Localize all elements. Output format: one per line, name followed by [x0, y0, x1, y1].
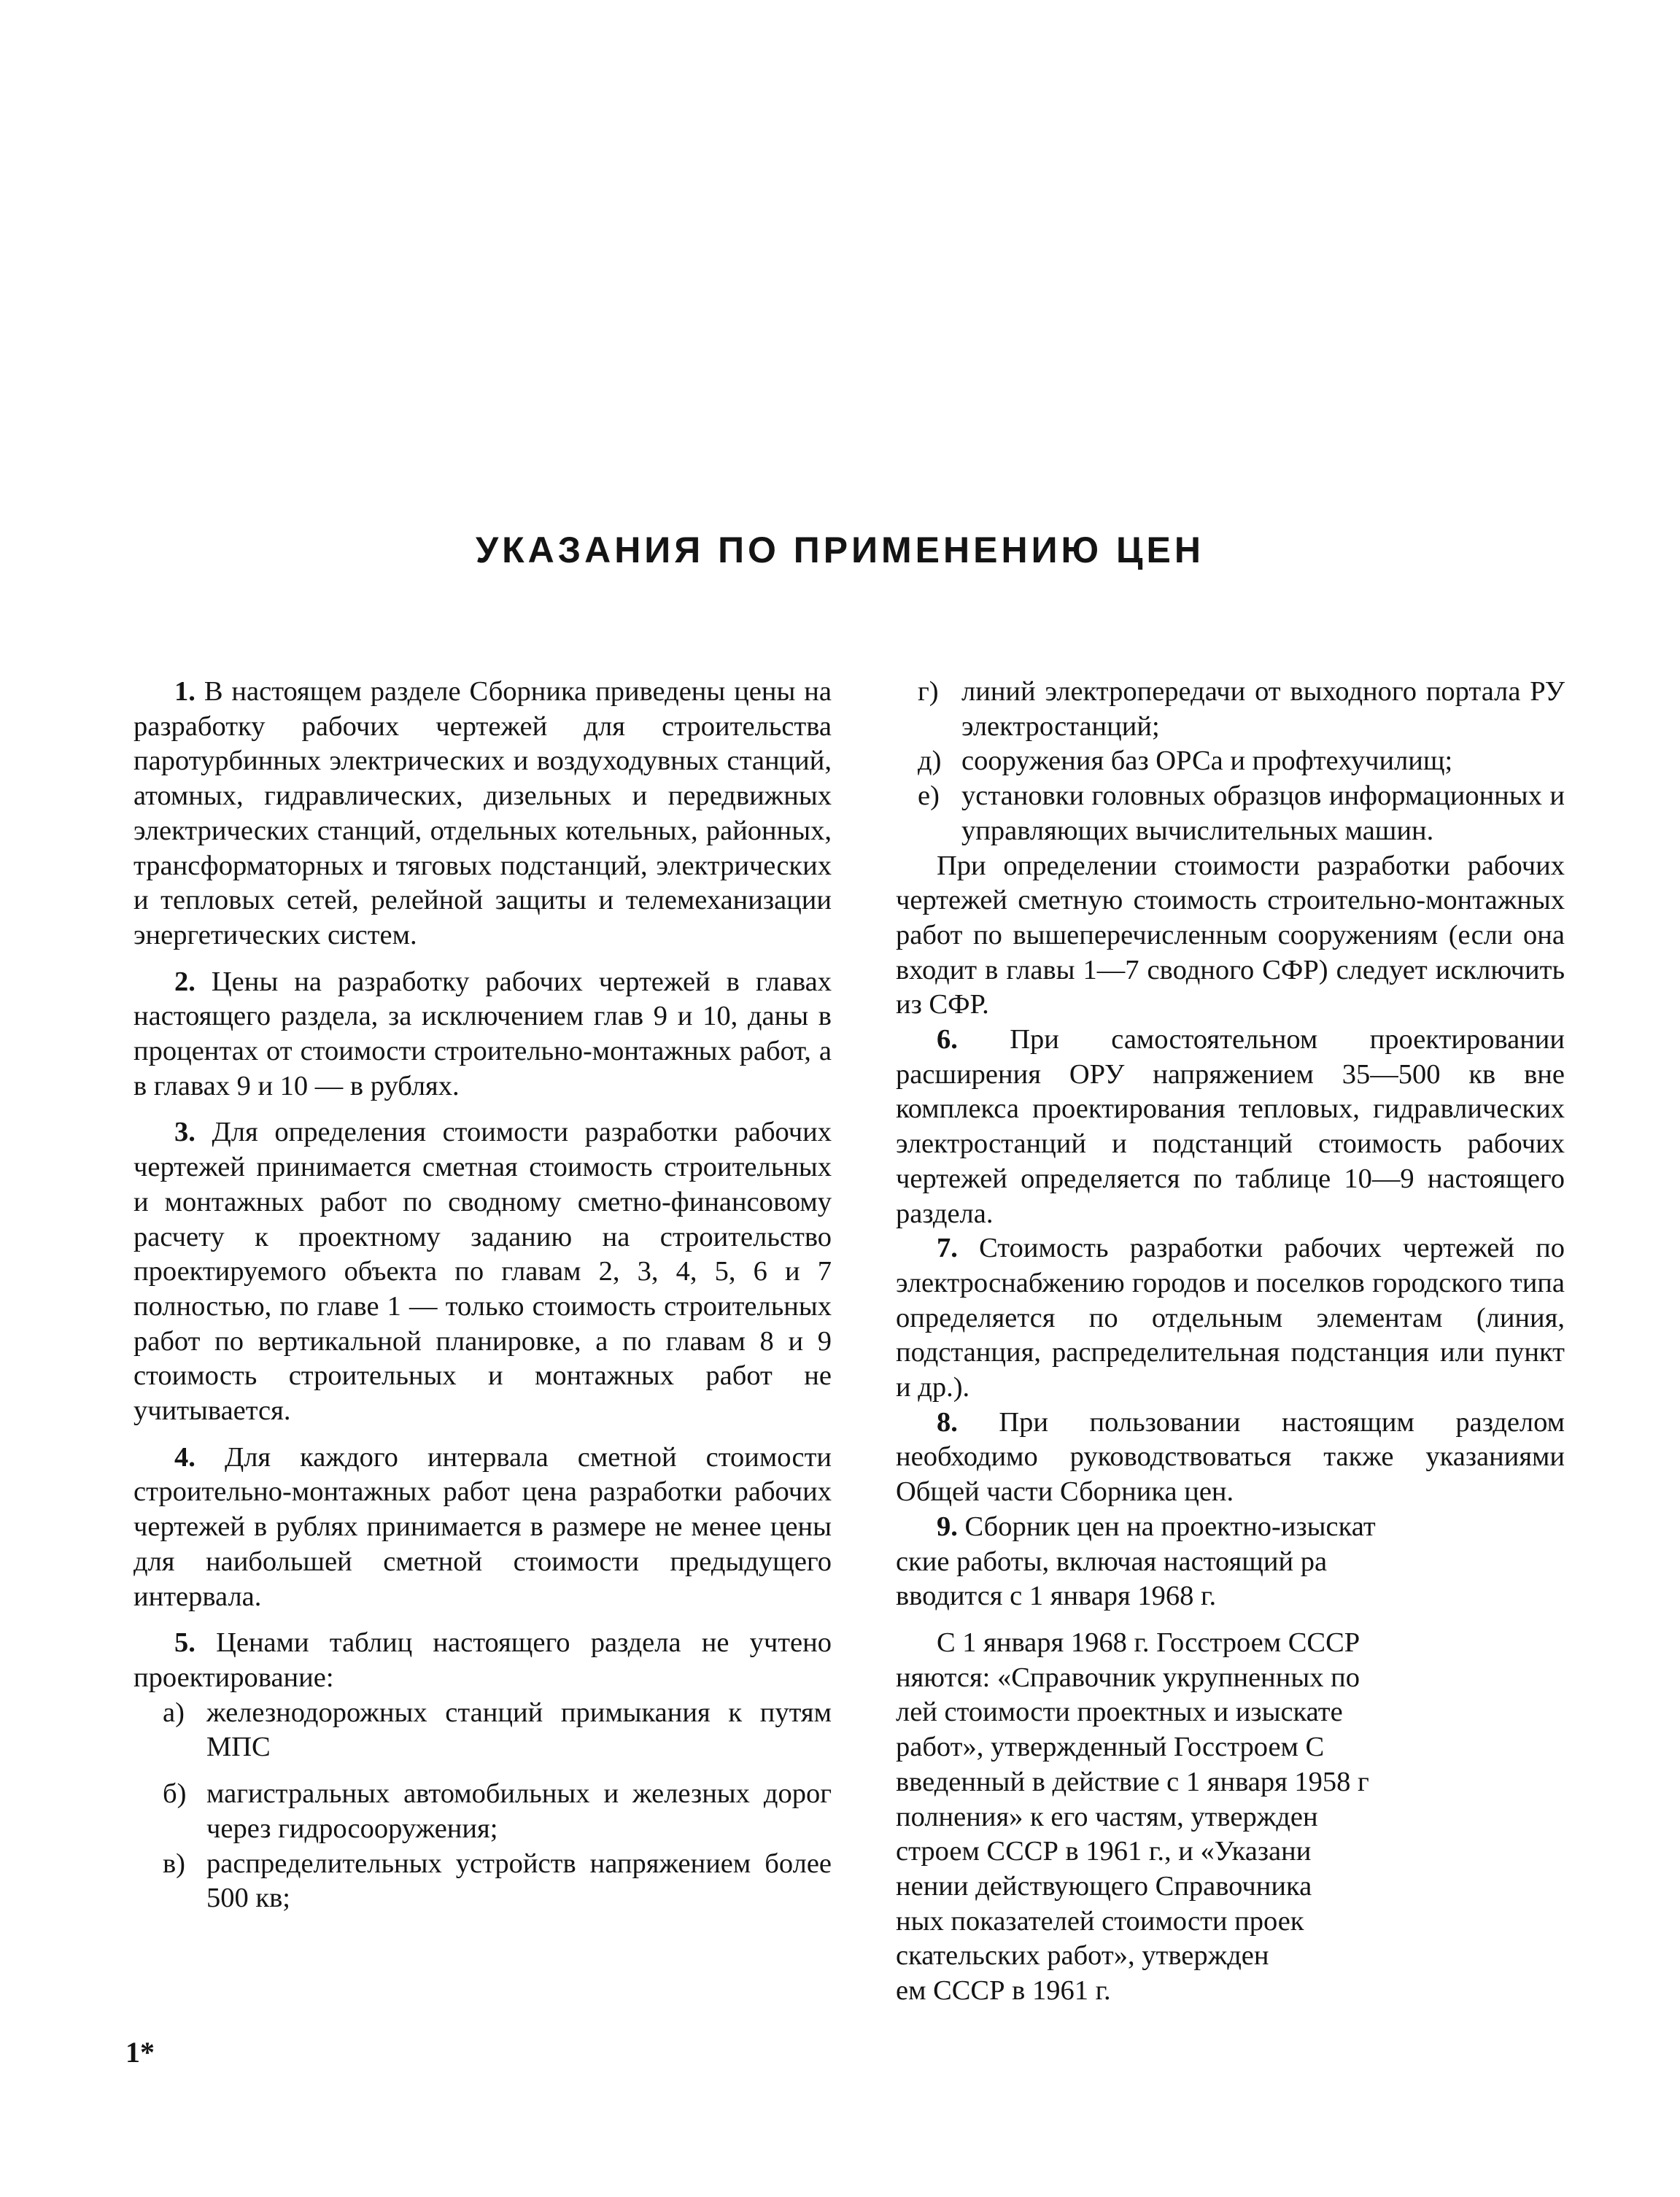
- paragraph-text: Цены на разработку рабочих чертежей в главах настоящего раздела, за исключением глав 9 и 10, даны в процентах от стоимости строительно-монтажных работ, а в главах 9 и 10 — в рублях.: [133, 966, 832, 1101]
- paragraph-6: [896, 1023, 1565, 1231]
- paragraph-text: В настоящем разделе Сборника приведены цены на разработку рабочих чертежей для строительства паротурбинных электрических и воздуходувных станций, атомных, гидравлических, дизельных и передвижных электрических станций, отдельных котельных, районных, трансформаторных и тяговых подстанций, электрических и тепловых сетей, релейной защиты и телемеханизации энергетических систем.: [133, 676, 832, 950]
- list-marker: б): [163, 1778, 187, 1810]
- page-signature-mark: 1*: [125, 2036, 155, 2069]
- paragraph-4: [133, 1441, 832, 1615]
- paragraph-number: 8.: [937, 1406, 958, 1438]
- paragraph-number: 5.: [174, 1627, 196, 1659]
- text-line: [896, 1510, 1565, 1545]
- paragraph-number: 7.: [937, 1233, 958, 1264]
- paragraph-number: 6.: [937, 1024, 958, 1055]
- paragraph-text: При пользовании настоящим разделом необходимо руководствоваться также указаниями Общей части Сборника цен.: [896, 1406, 1565, 1508]
- list-item-a: [133, 1696, 832, 1765]
- paragraph-text: Для каждого интервала сметной стоимости строительно-монтажных работ цена разработки рабочих чертежей в рублях принимается в размере не менее цены для наибольшей сметной стоимости предыдущего интервала.: [133, 1441, 832, 1612]
- text-line: лей стоимости проектных и изыскате: [896, 1697, 1343, 1728]
- list-item-v: [133, 1847, 832, 1916]
- list-item-text: магистральных автомобильных и железных дорог через гидросооружения;: [206, 1778, 832, 1844]
- paragraph-5-continuation: При определении стоимости разработки рабочих чертежей сметную стоимость строительно-монтажных работ по вышеперечисленным сооружениям (если она входит в главы 1—7 сводного СФР) следует исключить из СФР.: [896, 850, 1565, 1020]
- list-item-b: [133, 1777, 832, 1846]
- list-item-d: [896, 744, 1565, 779]
- text-line: введенный в действие с 1 января 1958 г: [896, 1766, 1369, 1797]
- line-text: Сборник цен на проектно-изыскат: [964, 1511, 1376, 1542]
- paragraph-text: Стоимость разработки рабочих чертежей по электроснабжению городов и поселков городского типа определяется по отдельным элементам (линия, подстанция, распределительная подстанция или пункт и др.).: [896, 1233, 1565, 1403]
- text-line: нении действующего Справочника: [896, 1870, 1312, 1902]
- text-line: ем СССР в 1961 г.: [896, 1975, 1111, 2007]
- list-marker: а): [163, 1697, 185, 1728]
- paragraph-text: При самостоятельном проектировании расширения ОРУ напряжением 35—500 кв вне комплекса проектирования тепловых, гидравлических электростанций и подстанций стоимость рабочих чертежей определяется по таблице 10—9 настоящего раздела.: [896, 1024, 1565, 1229]
- list-item-text: железнодорожных станций примыкания к путям МПС: [206, 1697, 832, 1763]
- paragraph-7: [896, 1231, 1565, 1406]
- list-item-text: установки головных образцов информационных и управляющих вычислительных машин.: [961, 780, 1565, 846]
- left-column: [133, 675, 832, 1916]
- text-line: скательских работ», утвержден: [896, 1940, 1269, 1972]
- paragraph-number: 1.: [174, 676, 196, 707]
- list-item-text: распределительных устройств напряжением более 500 кв;: [206, 1848, 832, 1914]
- paragraph-3: [133, 1115, 832, 1428]
- paragraph-text: Для определения стоимости разработки рабочих чертежей принимается сметная стоимость строительных и монтажных работ по сводному сметно-финансовому расчету к проектному заданию на строительство проектируемого объекта по главам 2, 3, 4, 5, 6 и 7 полностью, по главе 1 — только стоимость строительных работ по вертикальной планировке, а по главам 8 и 9 стоимость строительных и монтажных работ не учитывается.: [133, 1117, 832, 1427]
- paragraph-1: [133, 675, 832, 953]
- paragraph-text: Ценами таблиц настоящего раздела не учтено проектирование:: [133, 1627, 832, 1693]
- paragraph-9: [896, 1510, 1565, 1614]
- text-line: вводится с 1 января 1968 г.: [896, 1581, 1217, 1612]
- text-line: ские работы, включая настоящий ра: [896, 1546, 1328, 1577]
- paragraph-2: [133, 965, 832, 1104]
- text-line: С 1 января 1968 г. Госстроем СССР: [937, 1627, 1360, 1658]
- paragraph-number: 4.: [174, 1441, 196, 1473]
- text-line: строем СССР в 1961 г., и «Указани: [896, 1836, 1312, 1867]
- list-item-g: [896, 675, 1565, 744]
- text-line: работ», утвержденный Госстроем С: [896, 1732, 1325, 1763]
- list-item-text: линий электропередачи от выходного портала РУ электростанций;: [961, 676, 1565, 742]
- list-item-e: [896, 779, 1565, 848]
- paragraph-5: [133, 1626, 832, 1695]
- paragraph-number: 3.: [174, 1117, 196, 1148]
- text-line: полнения» к его частям, утвержден: [896, 1801, 1318, 1832]
- list-marker: д): [918, 745, 942, 777]
- list-marker: е): [918, 780, 940, 812]
- paragraph-number: 2.: [174, 966, 196, 997]
- right-column: [896, 675, 1565, 2009]
- list-item-text: сооружения баз ОРСа и профтехучилищ;: [961, 745, 1453, 777]
- paragraph-8: [896, 1406, 1565, 1510]
- text-line: ных показателей стоимости проек: [896, 1905, 1304, 1937]
- page-title: УКАЗАНИЯ ПО ПРИМЕНЕНИЮ ЦЕН: [476, 530, 1204, 570]
- list-marker: г): [918, 676, 939, 707]
- paragraph-10: [896, 1626, 1565, 2009]
- text-line: няются: «Справочник укрупненных по: [896, 1662, 1360, 1693]
- paragraph-number: 9.: [937, 1511, 958, 1542]
- list-marker: в): [163, 1848, 185, 1879]
